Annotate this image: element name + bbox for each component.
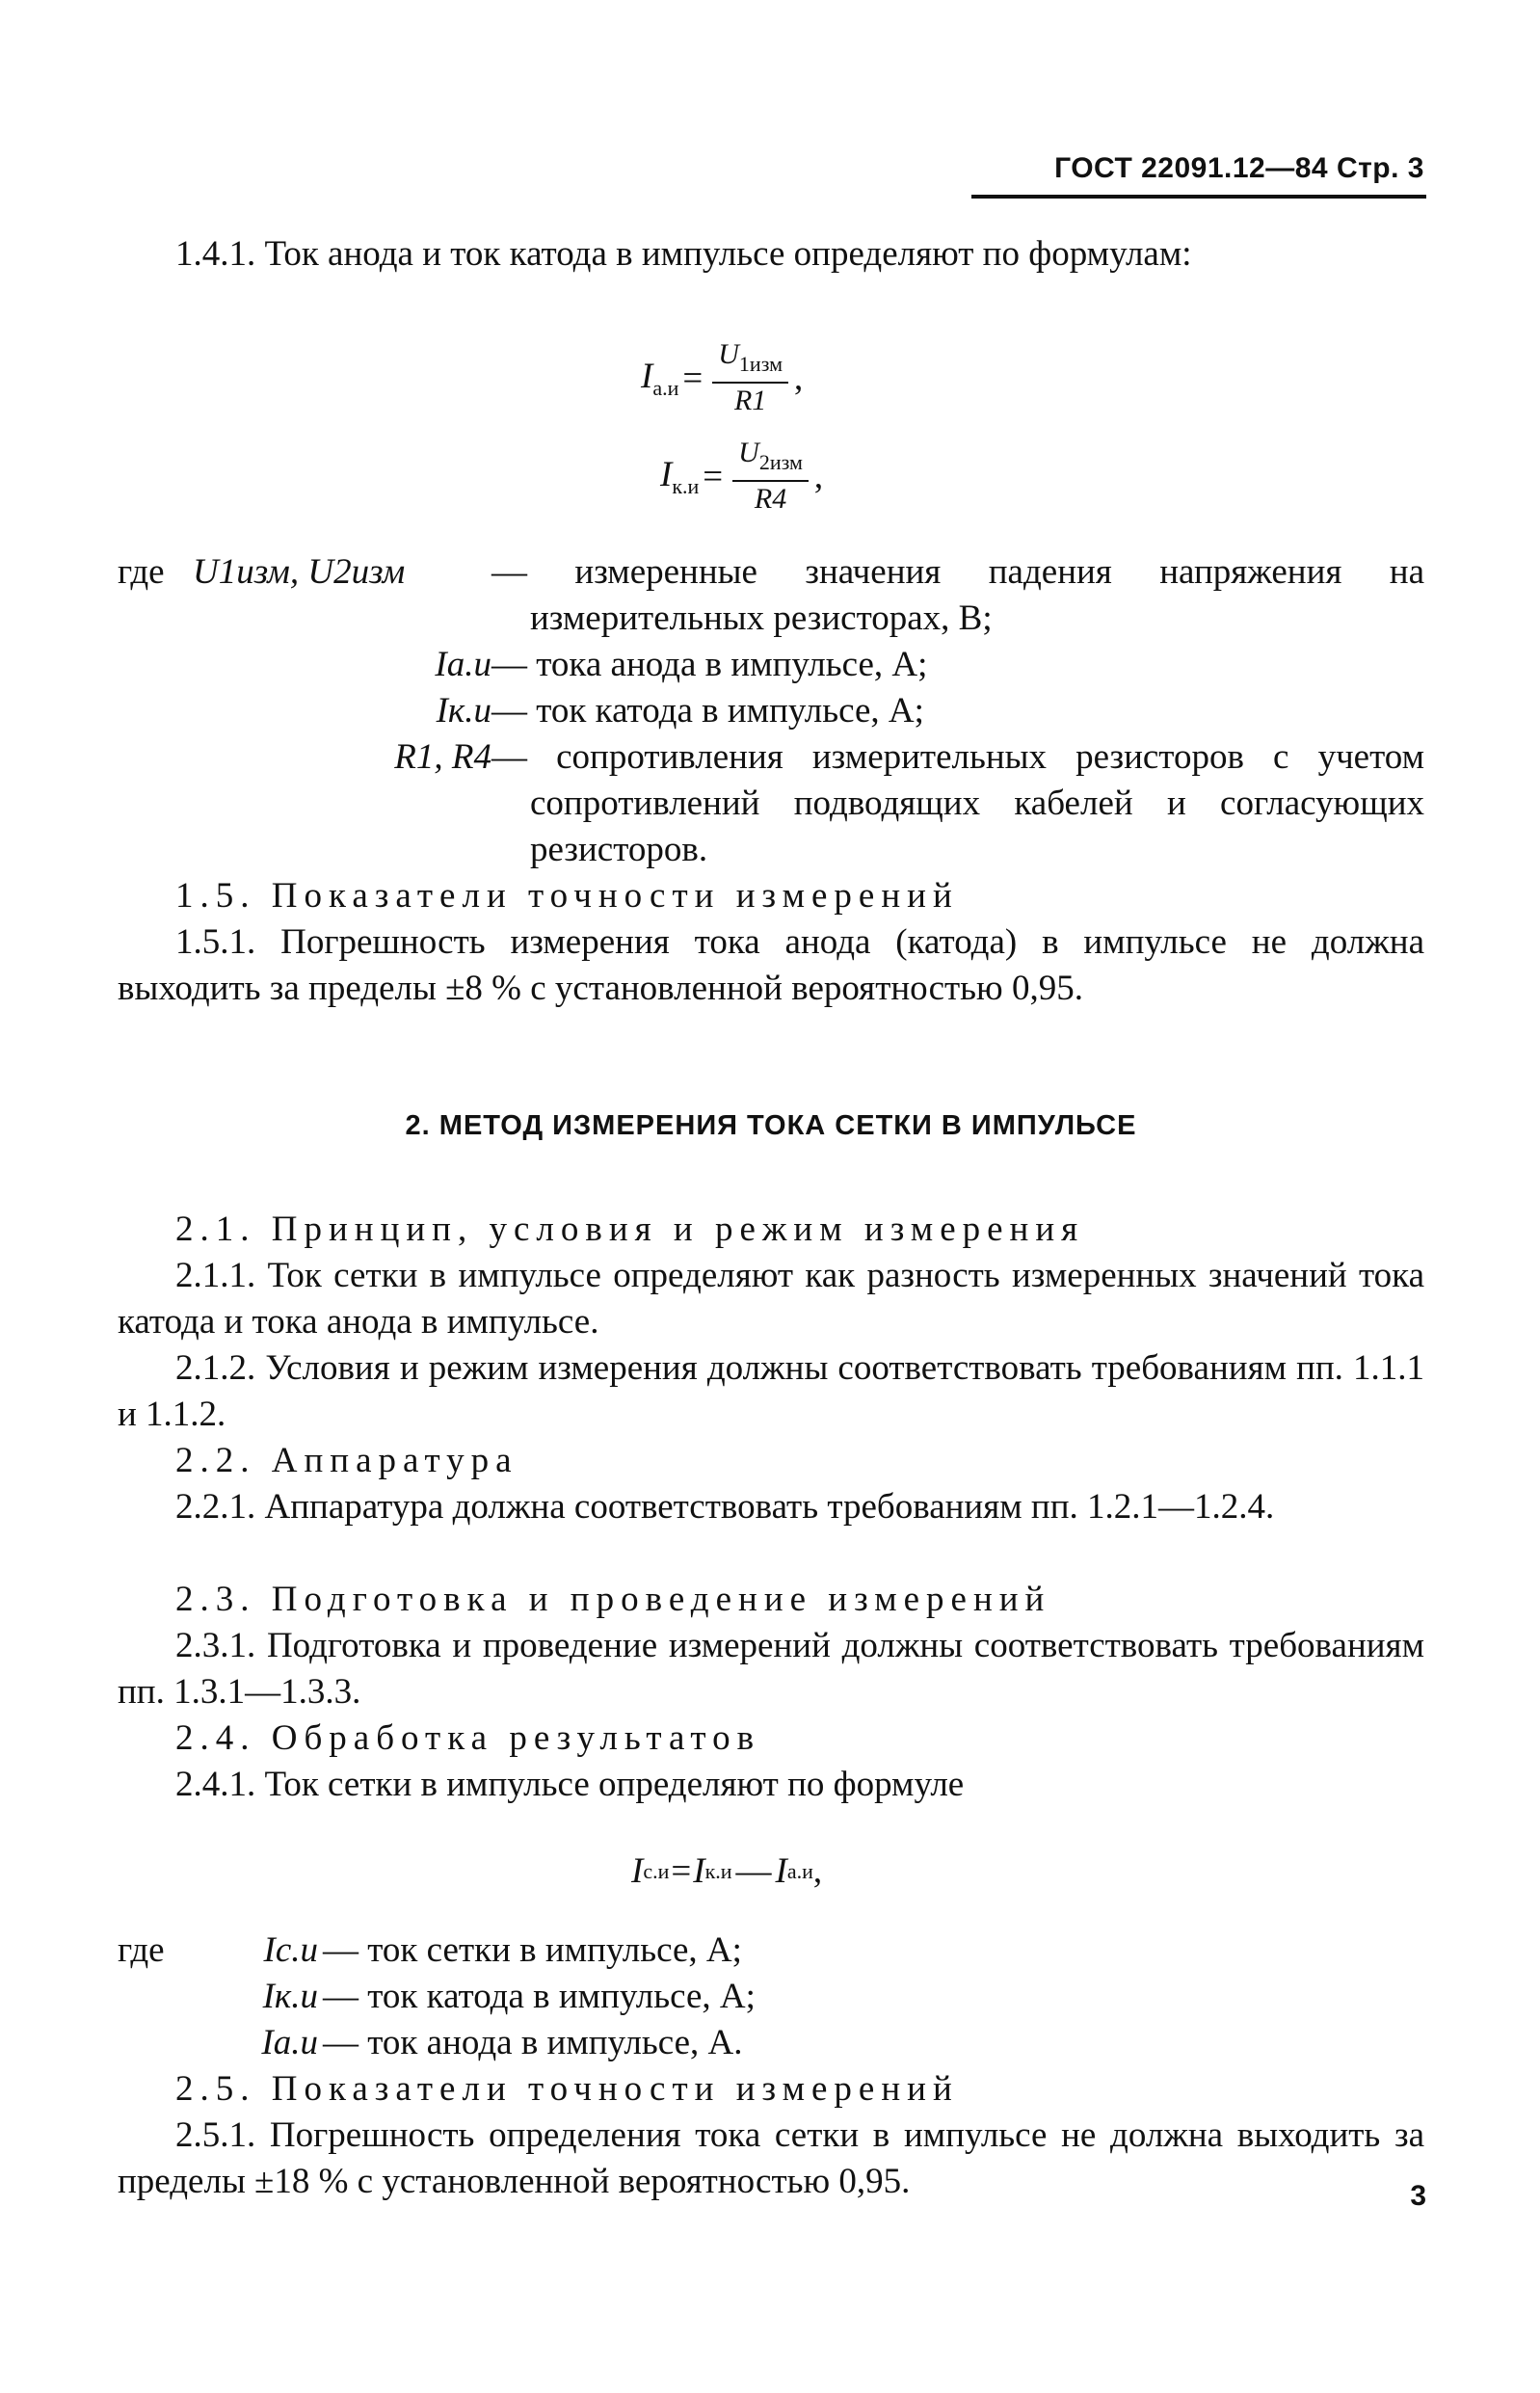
paragraph-2-2-1: 2.2.1. Аппаратура должна соответствовать требованиям пп. 1.2.1—1.2.4. bbox=[175, 1487, 1275, 1527]
paragraph-1-4-1: 1.4.1. Ток анода и ток катода в импульсе определяют по формулам: bbox=[175, 234, 1192, 274]
formula-lhs: $I_{а.и}$ bbox=[641, 356, 679, 400]
page-number: 3 bbox=[1410, 2180, 1426, 2212]
paragraph-1-5-1: 1.5.1. Погрешность измерения тока анода (катода) в импульсе не должна выходить за пределы ±8 % с установленной вероятностью 0,95. bbox=[118, 922, 1424, 1008]
paragraph-2-1-2: 2.1.2. Условия и режим измерения должны соответствовать требованиям пп. 1.1.1 и 1.1.2. bbox=[118, 1348, 1424, 1434]
paragraph-2-5: 2.5. Показатели точности измерений bbox=[175, 2069, 959, 2109]
paragraph-2-3-1: 2.3.1. Подготовка и проведение измерений должны соответствовать требованиям пп. 1.3.1—1.3.3. bbox=[118, 1626, 1424, 1712]
paragraph-2-2: 2.2. Аппаратура bbox=[175, 1441, 518, 1480]
header-rule bbox=[971, 195, 1426, 199]
paragraph-1-5: 1.5. Показатели точности измерений bbox=[175, 876, 959, 916]
formula-anode-current: $I_{а.и}$ = $\frac{U_{1изм}}{R1}$ , bbox=[641, 338, 804, 416]
section-title: 2. МЕТОД ИЗМЕРЕНИЯ ТОКА СЕТКИ В ИМПУЛЬСЕ bbox=[405, 1110, 1137, 1141]
formula-grid-current: I с.и = I к.и — I а.и , bbox=[631, 1851, 823, 1891]
formula-fraction: $\frac{U_{2изм}}{R4}$ bbox=[732, 436, 809, 517]
formula-cathode-current: $I_{к.и}$ = $\frac{U_{2изм}}{R4}$ , bbox=[660, 437, 824, 515]
paragraph-2-4: 2.4. Обработка результатов bbox=[175, 1718, 761, 1758]
paragraph-2-1: 2.1. Принцип, условия и режим измерения bbox=[175, 1210, 1085, 1249]
where-label: где bbox=[118, 552, 165, 592]
formula-fraction: $\frac{U_{1изм}}{R1}$ bbox=[712, 337, 788, 418]
paragraph-2-3: 2.3. Подготовка и проведение измерений bbox=[175, 1580, 1051, 1619]
page-header: ГОСТ 22091.12—84 Стр. 3 bbox=[1054, 152, 1424, 184]
document-page: ГОСТ 22091.12—84 Стр. 3 1.4.1. Ток анода и ток катода в импульсе определяют по формулам: $I_{а.и}$ = $\frac{U_{1изм}}{R1}$ , $I_{к.и}$ = $\frac{U_{2изм}}{R4}$ , где U1изм, U2изм — измеренные значения падения напряжения на измерительных резисторах, В; Iа.и — тока анода в импульсе, А; Iк.и — ток катода в импульсе, А; R1, R4 — сопротивления измерительных резисторов с учетом сопротивлений подводящих кабелей и согласующих резисторов. 1.5. Показатели точности измерений 1.5.1. Погрешность измерения тока анода (катода) в импульсе не должна выходить за пределы ±8 % с установленной вероятностью 0,95. 2. МЕТОД ИЗМЕРЕНИЯ ТОКА СЕТКИ В ИМПУЛЬСЕ 2.1. Принцип, условия и режим измерения 2.1.1. Ток сетки в импульсе определяют как разность измеренных значений тока катода и тока анода в импульсе. 2.1.2. Условия и режим измерения должны соответствовать требованиям пп. 1.1.1 и 1.1.2. 2.2. Аппаратура 2.2.1. Аппаратура должна соответствовать требованиям пп. 1.2.1—1.2.4. 2.3. Подготовка и проведение измерений 2.3.1. Подготовка и проведение измерений должны соответствовать требованиям пп. 1.3.1—1.3.3. 2.4. Обработка результатов 2.4.1. Ток сетки в импульсе определяют по формуле I с.и = I к.и — I а.и , где Iс.и — ток сетки в импульсе, А; Iк.и — ток катода в импульсе, А; Iа.и — ток анода в импульсе, А. 2.5. Показатели точности измерений 2.5.1. Погрешность определения тока сетки в импульсе не должна выходить за пределы ±18 % с установленной вероятностью 0,95. 3 bbox=[118, 152, 1426, 2212]
paragraph-2-1-1: 2.1.1. Ток сетки в импульсе определяют как разность измеренных значений тока катода и тока анода в импульсе. bbox=[118, 1256, 1424, 1342]
where-label: где bbox=[118, 1930, 165, 1970]
paragraph-2-5-1: 2.5.1. Погрешность определения тока сетки в импульсе не должна выходить за пределы ±18 % с установленной вероятностью 0,95. bbox=[118, 2115, 1424, 2201]
formula-lhs: $I_{к.и}$ bbox=[660, 454, 700, 498]
paragraph-2-4-1: 2.4.1. Ток сетки в импульсе определяют по формуле bbox=[175, 1765, 965, 1804]
